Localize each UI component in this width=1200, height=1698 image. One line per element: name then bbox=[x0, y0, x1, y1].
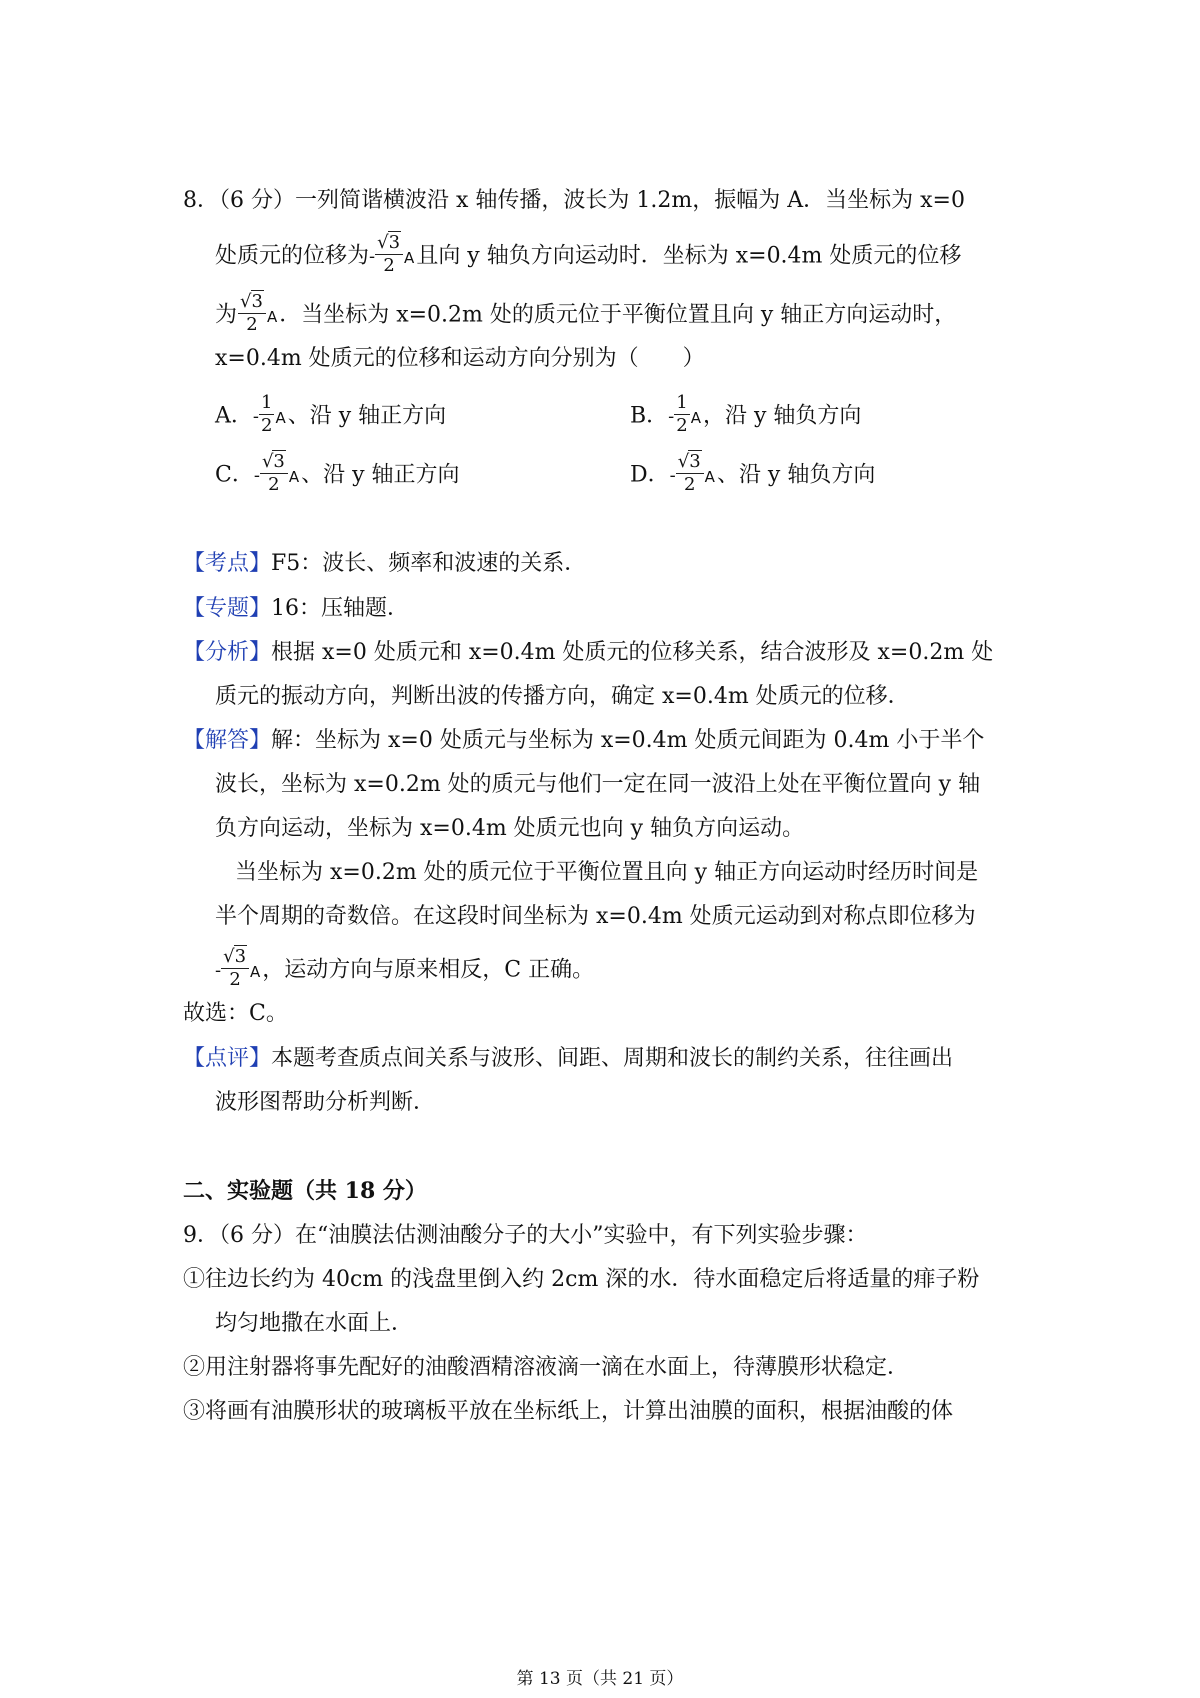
fraction-sqrt3-over-2: $\frac{√3}{2}$ bbox=[375, 234, 403, 275]
zhuanti-tag: 【专题】 bbox=[183, 596, 272, 621]
kaodian-tag: 【考点】 bbox=[183, 551, 272, 576]
answer-line: 故选：C。 bbox=[183, 1001, 288, 1026]
q8-stem-line2: 处质元的位移为- $\frac{√3}{2}$ A且向 y 轴负方向运动时．坐标为 x=0.4m 处质元的位移 bbox=[215, 232, 962, 276]
fraction-sqrt3-over-2: $\frac{√3}{2}$ bbox=[260, 453, 288, 494]
fenxi-line1: 【分析】根据 x=0 处质元和 x=0.4m 处质元的位移关系，结合波形及 x=0.2m 处 bbox=[183, 640, 994, 665]
kaodian-line: 【考点】F5：波长、频率和波速的关系． bbox=[183, 551, 587, 576]
dianping-line2: 波形图帮助分析判断． bbox=[215, 1090, 436, 1115]
option-b: B．- $\frac{1}{2}$ A，沿 y 轴负方向 bbox=[630, 392, 862, 436]
fraction-sqrt3-over-2: $\frac{√3}{2}$ bbox=[238, 293, 266, 334]
jieda-line1: 【解答】解：坐标为 x=0 处质元与坐标为 x=0.4m 处质元间距为 0.4m 小于半个 bbox=[183, 728, 985, 753]
option-d: D．- $\frac{√3}{2}$ A、沿 y 轴负方向 bbox=[630, 451, 876, 495]
q9-stem: 9．（6 分）在“油膜法估测油酸分子的大小”实验中，有下列实验步骤： bbox=[183, 1223, 868, 1248]
section-heading: 二、实验题（共 18 分） bbox=[183, 1178, 427, 1204]
fraction-1-over-2: $\frac{1}{2}$ bbox=[260, 392, 273, 436]
jieda-line4: 当坐标为 x=0.2m 处的质元位于平衡位置且向 y 轴正方向运动时经历时间是 bbox=[235, 860, 979, 885]
jieda-line5: 半个周期的奇数倍。在这段时间坐标为 x=0.4m 处质元运动到对称点即位移为 bbox=[215, 904, 976, 929]
q8-stem-line3: 为 $\frac{√3}{2}$ A．当坐标为 x=0.2m 处的质元位于平衡位置且向 y 轴正方向运动时， bbox=[215, 291, 957, 335]
q8-stem-line4: x=0.4m 处质元的位移和运动方向分别为（ ） bbox=[215, 346, 705, 371]
fenxi-tag: 【分析】 bbox=[183, 640, 272, 665]
fraction-sqrt3-over-2: $\frac{√3}{2}$ bbox=[676, 453, 704, 494]
q9-step3: ③将画有油膜形状的玻璃板平放在坐标纸上，计算出油膜的面积，根据油酸的体 bbox=[183, 1399, 954, 1424]
page-footer: 第 13 页（共 21 页） bbox=[516, 1669, 684, 1689]
q9-step1-line2: 均匀地撒在水面上． bbox=[215, 1311, 414, 1336]
dianping-tag: 【点评】 bbox=[183, 1046, 272, 1071]
q9-step2: ②用注射器将事先配好的油酸酒精溶液滴一滴在水面上，待薄膜形状稳定． bbox=[183, 1355, 910, 1380]
q9-step1-line1: ①往边长约为 40cm 的浅盘里倒入约 2cm 深的水．待水面稳定后将适量的痱子粉 bbox=[183, 1267, 980, 1292]
fraction-1-over-2: $\frac{1}{2}$ bbox=[676, 392, 688, 436]
option-c: C．- $\frac{√3}{2}$ A、沿 y 轴正方向 bbox=[215, 451, 460, 495]
jieda-line6: - $\frac{√3}{2}$ A，运动方向与原来相反，C 正确。 bbox=[215, 946, 595, 990]
jieda-line3: 负方向运动，坐标为 x=0.4m 处质元也向 y 轴负方向运动。 bbox=[215, 816, 805, 841]
fenxi-line2: 质元的振动方向，判断出波的传播方向，确定 x=0.4m 处质元的位移． bbox=[215, 684, 910, 709]
jieda-line2: 波长，坐标为 x=0.2m 处的质元与他们一定在同一波沿上处在平衡位置向 y 轴 bbox=[215, 772, 981, 797]
dianping-line1: 【点评】本题考查质点间关系与波形、间距、周期和波长的制约关系，往往画出 bbox=[183, 1046, 954, 1071]
jieda-tag: 【解答】 bbox=[183, 728, 272, 753]
q8-stem-line1: 8．（6 分）一列简谐横波沿 x 轴传播，波长为 1.2m，振幅为 A．当坐标为 x=0 bbox=[183, 188, 965, 213]
option-a: A．- $\frac{1}{2}$ A、沿 y 轴正方向 bbox=[215, 392, 447, 436]
fraction-sqrt3-over-2: $\frac{√3}{2}$ bbox=[221, 948, 249, 989]
zhuanti-line: 【专题】16：压轴题． bbox=[183, 596, 410, 621]
